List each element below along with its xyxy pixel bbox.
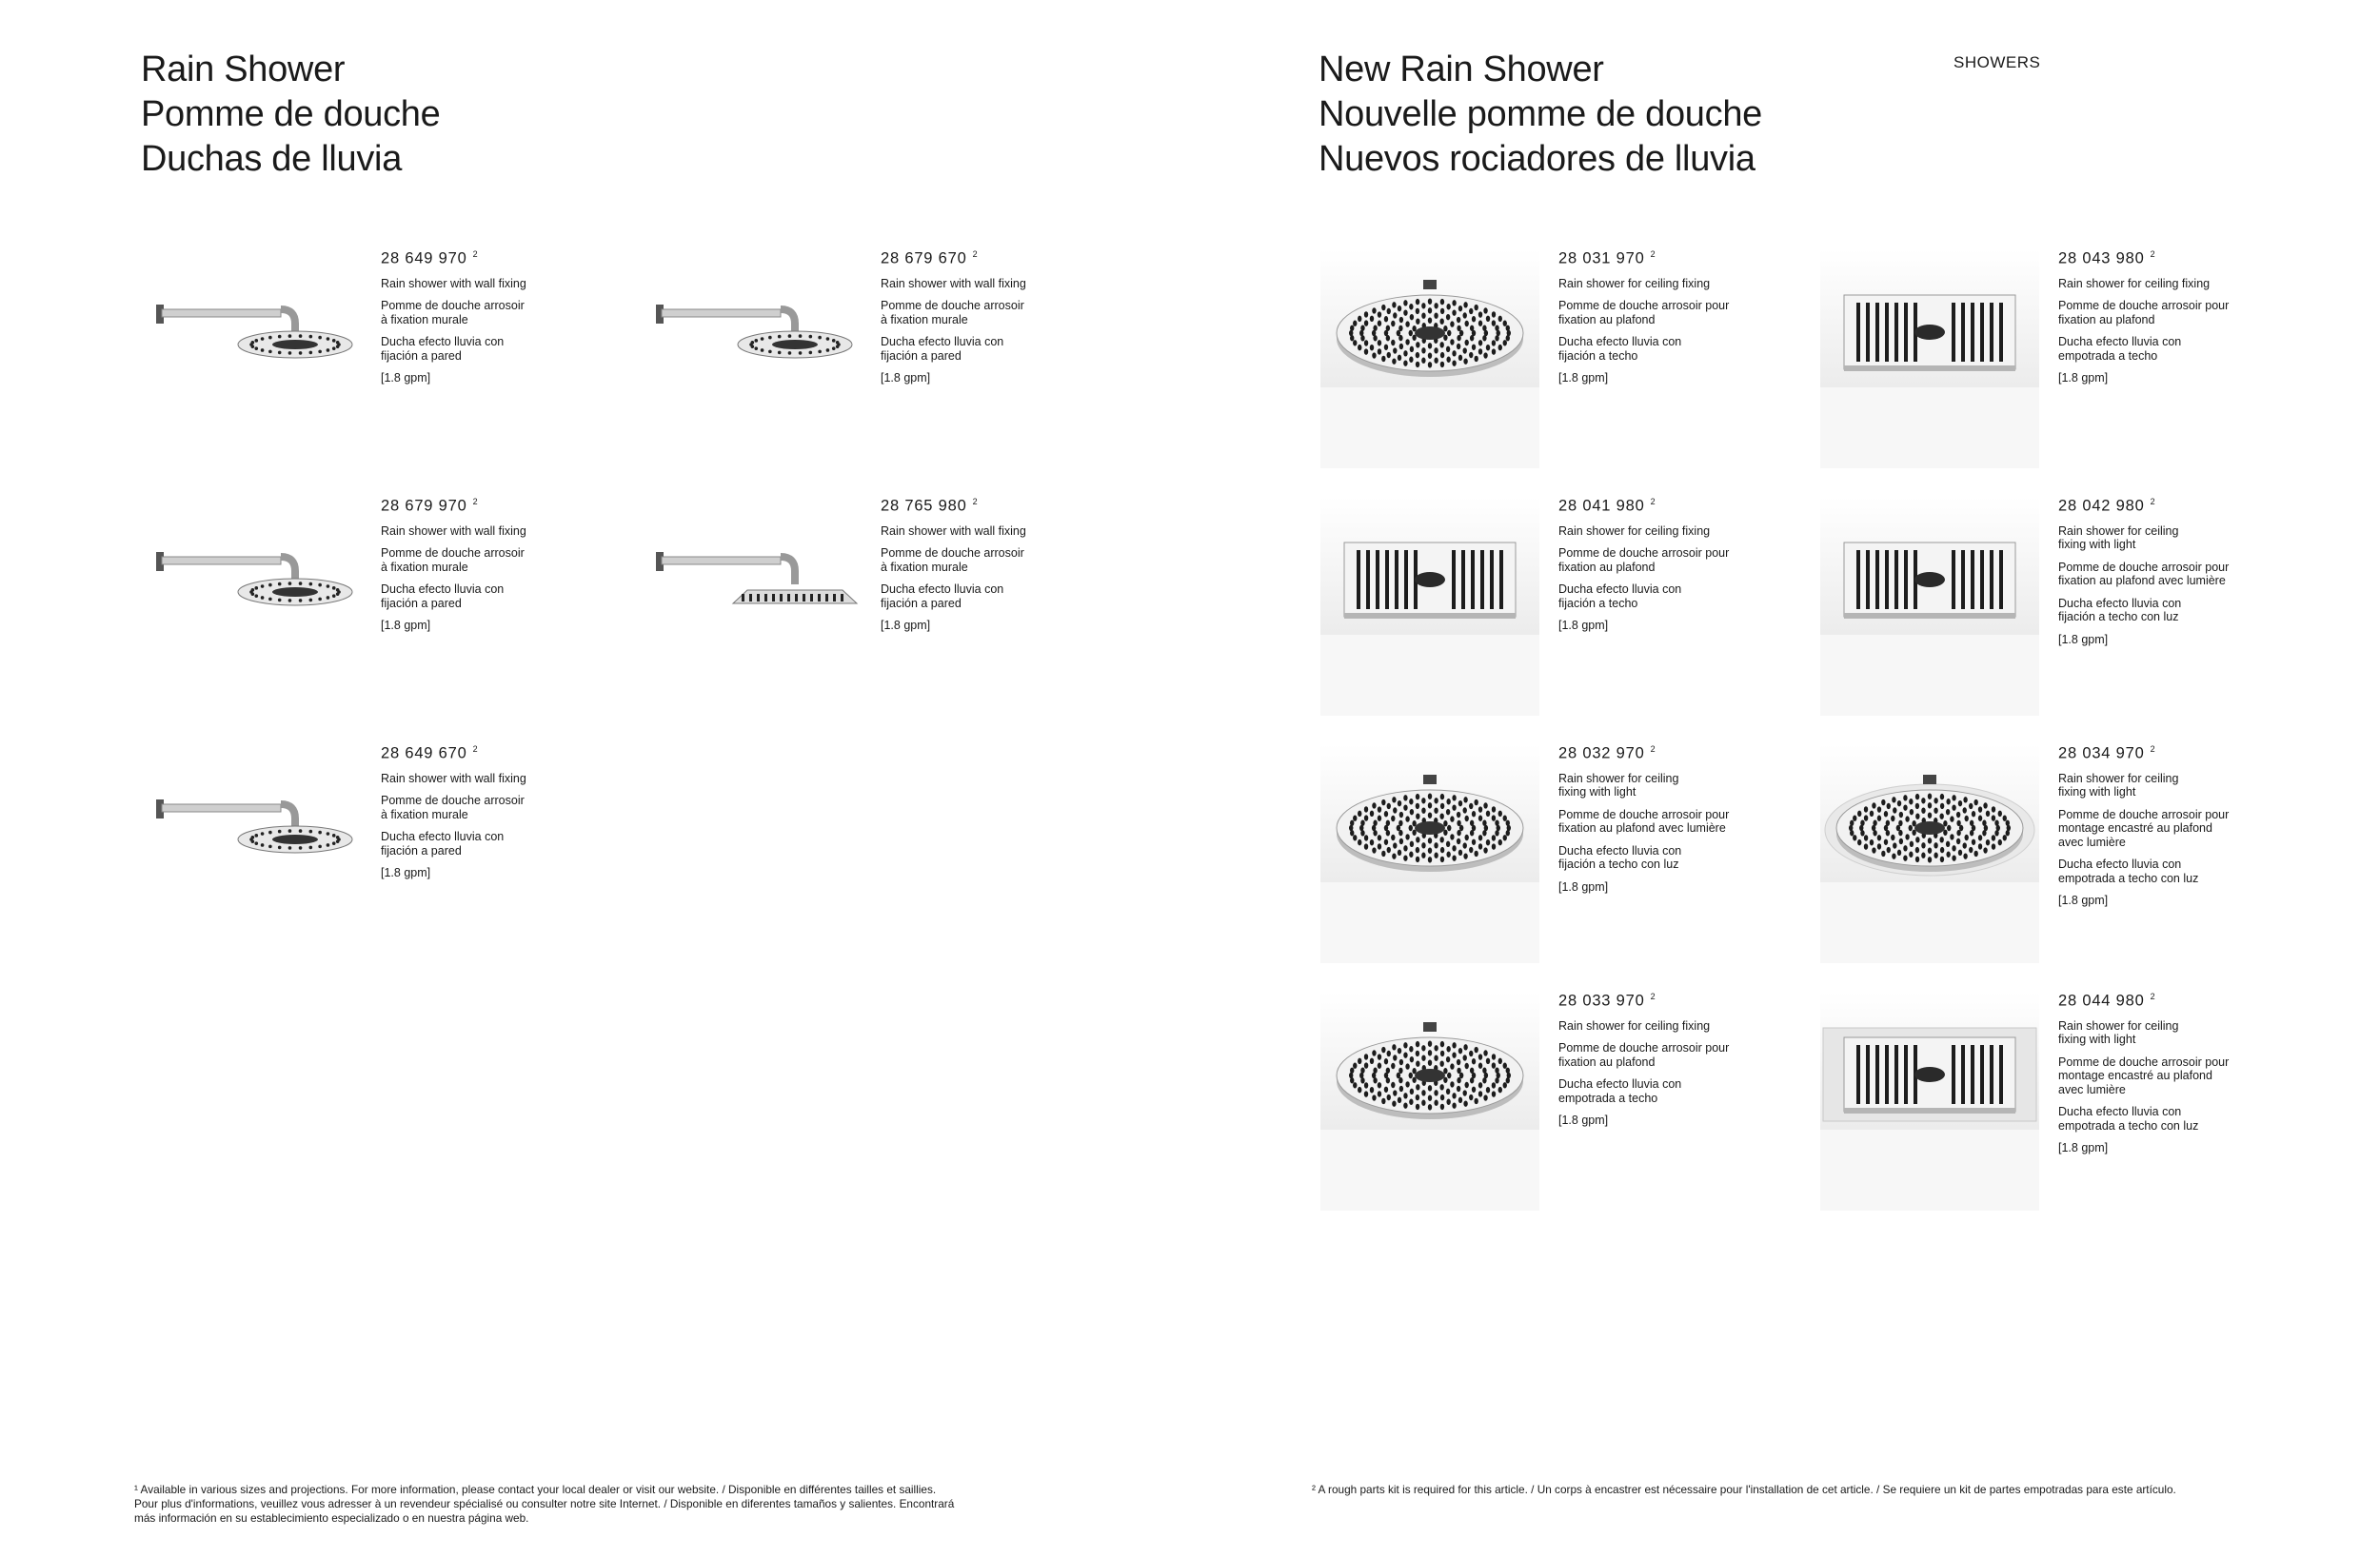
product-info bbox=[1558, 992, 1787, 1136]
product-code-text: 28 044 980 bbox=[2058, 992, 2145, 1010]
description-en: Rain shower for ceiling fixing with light bbox=[2058, 523, 2179, 551]
product-code bbox=[1558, 249, 1787, 268]
flow-rate: [1.8 gpm] bbox=[2058, 894, 2109, 907]
flow-rate: [1.8 gpm] bbox=[381, 866, 431, 879]
flow-rate: [1.8 gpm] bbox=[1558, 371, 1609, 385]
product-code-text: 28 033 970 bbox=[1558, 992, 1645, 1010]
heading-line-en: New Rain Shower bbox=[1319, 49, 1604, 89]
round-recessed-shower-icon bbox=[1820, 744, 2039, 882]
product-image bbox=[1820, 249, 2039, 468]
footnote-marker: 2 bbox=[2150, 249, 2156, 259]
description-fr: Pomme de douche arrosoir pour fixation au plafond avec lumière bbox=[2058, 560, 2230, 587]
section-label: SHOWERS bbox=[1954, 53, 2041, 71]
description-en: Rain shower for ceiling fixing bbox=[1558, 276, 1711, 290]
heading-line-fr: Nouvelle pomme de douche bbox=[1319, 94, 1762, 134]
product-card bbox=[1320, 497, 1815, 725]
flow-rate: [1.8 gpm] bbox=[2058, 371, 2109, 385]
product-card bbox=[143, 497, 638, 725]
product-code bbox=[1558, 744, 1787, 763]
flow-rate: [1.8 gpm] bbox=[881, 371, 931, 385]
description-en: Rain shower for ceiling fixing with light bbox=[2058, 1018, 2179, 1046]
description-en: Rain shower with wall fixing bbox=[881, 523, 1026, 538]
product-code-text: 28 679 670 bbox=[881, 249, 967, 267]
product-image bbox=[1820, 497, 2039, 716]
description-fr: Pomme de douche arrosoir pour fixation au plafond bbox=[2058, 299, 2230, 326]
description-es: Ducha efecto lluvia con empotrada a techo bbox=[2058, 335, 2182, 363]
description-es: Ducha efecto lluvia con fijación a pared bbox=[881, 335, 1004, 363]
left-page-heading bbox=[141, 48, 440, 182]
product-info bbox=[2058, 497, 2287, 655]
product-code-text: 28 649 670 bbox=[381, 744, 467, 762]
description-fr: Pomme de douche arrosoir à fixation murale bbox=[381, 546, 525, 574]
product-image bbox=[1320, 992, 1539, 1211]
footnote-sizes: ¹ Available in various sizes and projections. For more information, please contact your local dealer or visit our website. / Disponible en différentes tailles et saillies. Pour plus d'informations, veuillez vous adresser à un revendeur spécialisé ou consulter notre site Internet. / Disponible en diferentes tamaños y salientes. Encontrará más información en su establecimiento especializado o en nuestra página web. bbox=[134, 1483, 955, 1525]
product-info bbox=[1558, 744, 1787, 902]
round-ceiling-shower-icon bbox=[1320, 992, 1539, 1130]
footnote-marker: 2 bbox=[2150, 992, 2156, 1001]
product-code bbox=[381, 497, 609, 516]
product-info bbox=[2058, 992, 2287, 1164]
footnote-marker: 2 bbox=[972, 497, 979, 506]
round-wall-shower-icon bbox=[143, 744, 362, 882]
square-recessed-shower-icon bbox=[1820, 992, 2039, 1130]
flow-rate: [1.8 gpm] bbox=[381, 371, 431, 385]
description-fr: Pomme de douche arrosoir pour montage encastré au plafond avec lumière bbox=[2058, 1055, 2230, 1096]
heading-line-fr: Pomme de douche bbox=[141, 94, 441, 134]
flow-rate: [1.8 gpm] bbox=[881, 619, 931, 632]
product-code-text: 28 031 970 bbox=[1558, 249, 1645, 267]
footnote-marker: 2 bbox=[1650, 497, 1656, 506]
product-info bbox=[881, 497, 1109, 641]
product-info bbox=[381, 744, 609, 889]
product-card bbox=[1820, 992, 2315, 1220]
product-code-text: 28 032 970 bbox=[1558, 744, 1645, 762]
square-ceiling-shower-icon bbox=[1820, 249, 2039, 387]
product-code bbox=[2058, 992, 2287, 1011]
product-image bbox=[643, 249, 862, 468]
product-info bbox=[2058, 249, 2287, 394]
round-ceiling-shower-icon bbox=[1320, 249, 1539, 387]
description-es: Ducha efecto lluvia con fijación a pared bbox=[881, 582, 1004, 610]
product-image bbox=[643, 497, 862, 716]
product-info bbox=[381, 497, 609, 641]
description-en: Rain shower for ceiling fixing bbox=[2058, 276, 2211, 290]
round-wall-shower-icon bbox=[643, 249, 862, 387]
flow-rate: [1.8 gpm] bbox=[2058, 632, 2109, 646]
description-en: Rain shower with wall fixing bbox=[381, 276, 526, 290]
description-fr: Pomme de douche arrosoir pour fixation au plafond avec lumière bbox=[1558, 807, 1730, 835]
heading-line-es: Nuevos rociadores de lluvia bbox=[1319, 139, 1755, 179]
footnote-marker: 2 bbox=[1650, 249, 1656, 259]
product-image bbox=[143, 744, 362, 963]
description-es: Ducha efecto lluvia con empotrada a techo con luz bbox=[2058, 858, 2199, 885]
heading-line-es: Duchas de lluvia bbox=[141, 139, 403, 179]
footnote-marker: 2 bbox=[472, 497, 479, 506]
square-wall-shower-icon bbox=[643, 497, 862, 635]
footnote-rough-parts: ² A rough parts kit is required for this article. / Un corps à encastrer est nécessaire pour l'installation de cet article. / Se requiere un kit de partes empotradas para este artículo. bbox=[1312, 1483, 2176, 1496]
product-code-text: 28 649 970 bbox=[381, 249, 467, 267]
round-wall-shower-icon bbox=[143, 249, 362, 387]
product-card bbox=[643, 249, 1138, 478]
product-code bbox=[381, 249, 609, 268]
description-es: Ducha efecto lluvia con empotrada a techo bbox=[1558, 1077, 1682, 1105]
product-image bbox=[1320, 249, 1539, 468]
product-image bbox=[143, 497, 362, 716]
flow-rate: [1.8 gpm] bbox=[2058, 1141, 2109, 1154]
product-code-text: 28 765 980 bbox=[881, 497, 967, 515]
product-info bbox=[1558, 497, 1787, 641]
footnote-marker: 2 bbox=[472, 744, 479, 754]
product-code-text: 28 043 980 bbox=[2058, 249, 2145, 267]
description-es: Ducha efecto lluvia con empotrada a techo con luz bbox=[2058, 1105, 2199, 1133]
product-card bbox=[143, 249, 638, 478]
description-en: Rain shower for ceiling fixing bbox=[1558, 1018, 1711, 1033]
description-fr: Pomme de douche arrosoir à fixation murale bbox=[881, 546, 1024, 574]
description-fr: Pomme de douche arrosoir pour fixation au plafond bbox=[1558, 1041, 1730, 1069]
flow-rate: [1.8 gpm] bbox=[381, 619, 431, 632]
product-image bbox=[1820, 744, 2039, 963]
description-es: Ducha efecto lluvia con fijación a techo con luz bbox=[1558, 843, 1682, 871]
flow-rate: [1.8 gpm] bbox=[1558, 879, 1609, 894]
description-en: Rain shower with wall fixing bbox=[381, 771, 526, 785]
footnote-marker: 2 bbox=[1650, 992, 1656, 1001]
product-card bbox=[1320, 992, 1815, 1220]
description-es: Ducha efecto lluvia con fijación a pared bbox=[381, 830, 505, 858]
description-es: Ducha efecto lluvia con fijación a techo bbox=[1558, 335, 1682, 363]
product-code bbox=[381, 744, 609, 763]
description-fr: Pomme de douche arrosoir à fixation murale bbox=[881, 299, 1024, 326]
description-fr: Pomme de douche arrosoir pour montage encastré au plafond avec lumière bbox=[2058, 807, 2230, 849]
product-code bbox=[2058, 249, 2287, 268]
product-image bbox=[1320, 497, 1539, 716]
footnote-marker: 2 bbox=[472, 249, 479, 259]
footnote-marker: 2 bbox=[2150, 497, 2156, 506]
description-es: Ducha efecto lluvia con fijación a pared bbox=[381, 335, 505, 363]
product-info bbox=[1558, 249, 1787, 394]
product-card bbox=[143, 744, 638, 973]
description-es: Ducha efecto lluvia con fijación a pared bbox=[381, 582, 505, 610]
product-card bbox=[1320, 744, 1815, 973]
footnote-marker: 2 bbox=[972, 249, 979, 259]
product-info bbox=[381, 249, 609, 394]
description-es: Ducha efecto lluvia con fijación a techo con luz bbox=[2058, 596, 2182, 623]
product-code-text: 28 041 980 bbox=[1558, 497, 1645, 515]
product-image bbox=[1820, 992, 2039, 1211]
product-image bbox=[143, 249, 362, 468]
heading-line-en: Rain Shower bbox=[141, 49, 346, 89]
square-ceiling-shower-icon bbox=[1820, 497, 2039, 635]
description-en: Rain shower for ceiling fixing with light bbox=[2058, 771, 2179, 799]
right-page-heading bbox=[1319, 48, 1762, 182]
description-es: Ducha efecto lluvia con fijación a techo bbox=[1558, 582, 1682, 610]
description-en: Rain shower with wall fixing bbox=[881, 276, 1026, 290]
flow-rate: [1.8 gpm] bbox=[1558, 619, 1609, 632]
product-image bbox=[1320, 744, 1539, 963]
description-en: Rain shower with wall fixing bbox=[381, 523, 526, 538]
product-info bbox=[2058, 744, 2287, 917]
product-code bbox=[2058, 497, 2287, 516]
footnote-marker: 2 bbox=[2150, 744, 2156, 754]
round-ceiling-shower-icon bbox=[1320, 744, 1539, 882]
product-card bbox=[1820, 497, 2315, 725]
product-code-text: 28 034 970 bbox=[2058, 744, 2145, 762]
description-fr: Pomme de douche arrosoir à fixation murale bbox=[381, 794, 525, 821]
description-fr: Pomme de douche arrosoir à fixation murale bbox=[381, 299, 525, 326]
product-code bbox=[1558, 497, 1787, 516]
product-code-text: 28 042 980 bbox=[2058, 497, 2145, 515]
product-code-text: 28 679 970 bbox=[381, 497, 467, 515]
round-wall-shower-icon bbox=[143, 497, 362, 635]
description-en: Rain shower for ceiling fixing with light bbox=[1558, 771, 1679, 799]
product-card bbox=[1320, 249, 1815, 478]
description-fr: Pomme de douche arrosoir pour fixation au plafond bbox=[1558, 299, 1730, 326]
product-card bbox=[1820, 744, 2315, 973]
product-code bbox=[881, 497, 1109, 516]
product-card bbox=[1820, 249, 2315, 478]
product-code bbox=[1558, 992, 1787, 1011]
product-info bbox=[881, 249, 1109, 394]
description-en: Rain shower for ceiling fixing bbox=[1558, 523, 1711, 538]
product-card bbox=[643, 497, 1138, 725]
description-fr: Pomme de douche arrosoir pour fixation au plafond bbox=[1558, 546, 1730, 574]
flow-rate: [1.8 gpm] bbox=[1558, 1114, 1609, 1127]
product-code bbox=[881, 249, 1109, 268]
product-code bbox=[2058, 744, 2287, 763]
square-ceiling-shower-icon bbox=[1320, 497, 1539, 635]
footnote-marker: 2 bbox=[1650, 744, 1656, 754]
